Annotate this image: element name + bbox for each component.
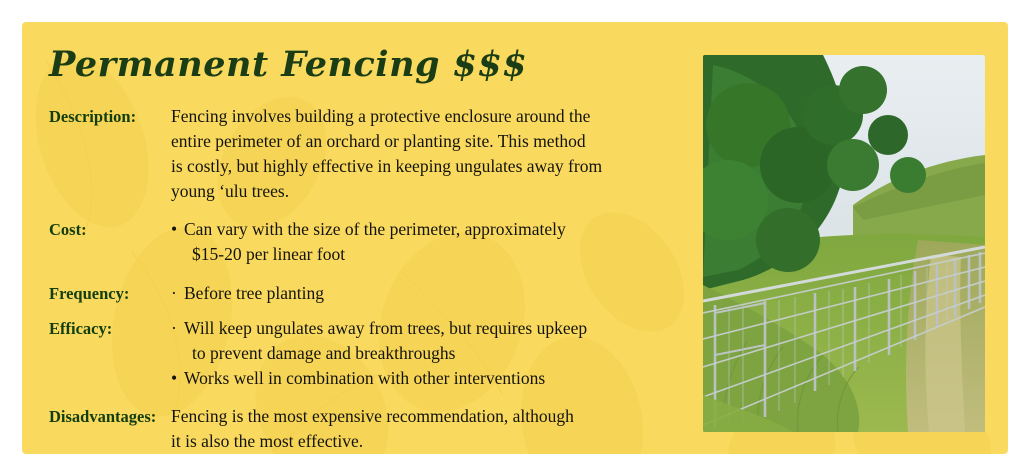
text-line: $15-20 per linear foot [192, 244, 346, 265]
row-frequency [49, 281, 699, 306]
details-list [49, 104, 699, 454]
bullet-item [171, 316, 699, 366]
bullet-item [171, 281, 699, 306]
bullet-item [171, 217, 699, 267]
row-efficacy [49, 316, 699, 391]
row-label: Description: [49, 107, 137, 126]
row-value [171, 281, 699, 306]
row-value [171, 104, 699, 203]
text-line: Before tree planting [184, 283, 324, 304]
row-value [171, 217, 699, 267]
fact-card [22, 22, 1008, 454]
row-disadvantages [49, 404, 699, 454]
text-line: young ‘ulu trees. [171, 180, 290, 201]
text-line: entire perimeter of an orchard or planting site. This method [171, 130, 586, 151]
text-line: is costly, but highly effective in keeping ungulates away from [171, 155, 603, 176]
row-label: Frequency: [49, 284, 130, 304]
text-line: to prevent damage and breakthroughs [192, 342, 456, 363]
bullet-marker: • [171, 367, 178, 388]
card-content [22, 22, 1008, 454]
row-value [171, 404, 699, 454]
row-description [49, 104, 699, 203]
bullet-marker: • [171, 219, 178, 240]
row-label: Cost: [49, 220, 87, 240]
text-line: Fencing involves building a protective enclosure around the [171, 106, 591, 126]
bullet-marker: · [171, 283, 177, 304]
row-label: Disadvantages: [49, 407, 157, 427]
bullet-marker: · [171, 317, 177, 338]
text-line: Can vary with the size of the perimeter, approximately [184, 219, 566, 240]
text-line: Will keep ungulates away from trees, but requires upkeep [184, 317, 588, 338]
bullet-item [171, 366, 699, 391]
row-label: Efficacy: [49, 318, 113, 338]
row-value [171, 316, 699, 391]
fence-photo [703, 55, 985, 432]
fence-photo-illustration [703, 55, 985, 432]
row-cost [49, 217, 699, 267]
text-line: Works well in combination with other interventions [184, 367, 546, 388]
text-line: Fencing is the most expensive recommendation, although [171, 406, 574, 427]
page-title: Permanent Fencing $$$ [49, 44, 528, 85]
text-line: it is also the most effective. [171, 431, 364, 452]
